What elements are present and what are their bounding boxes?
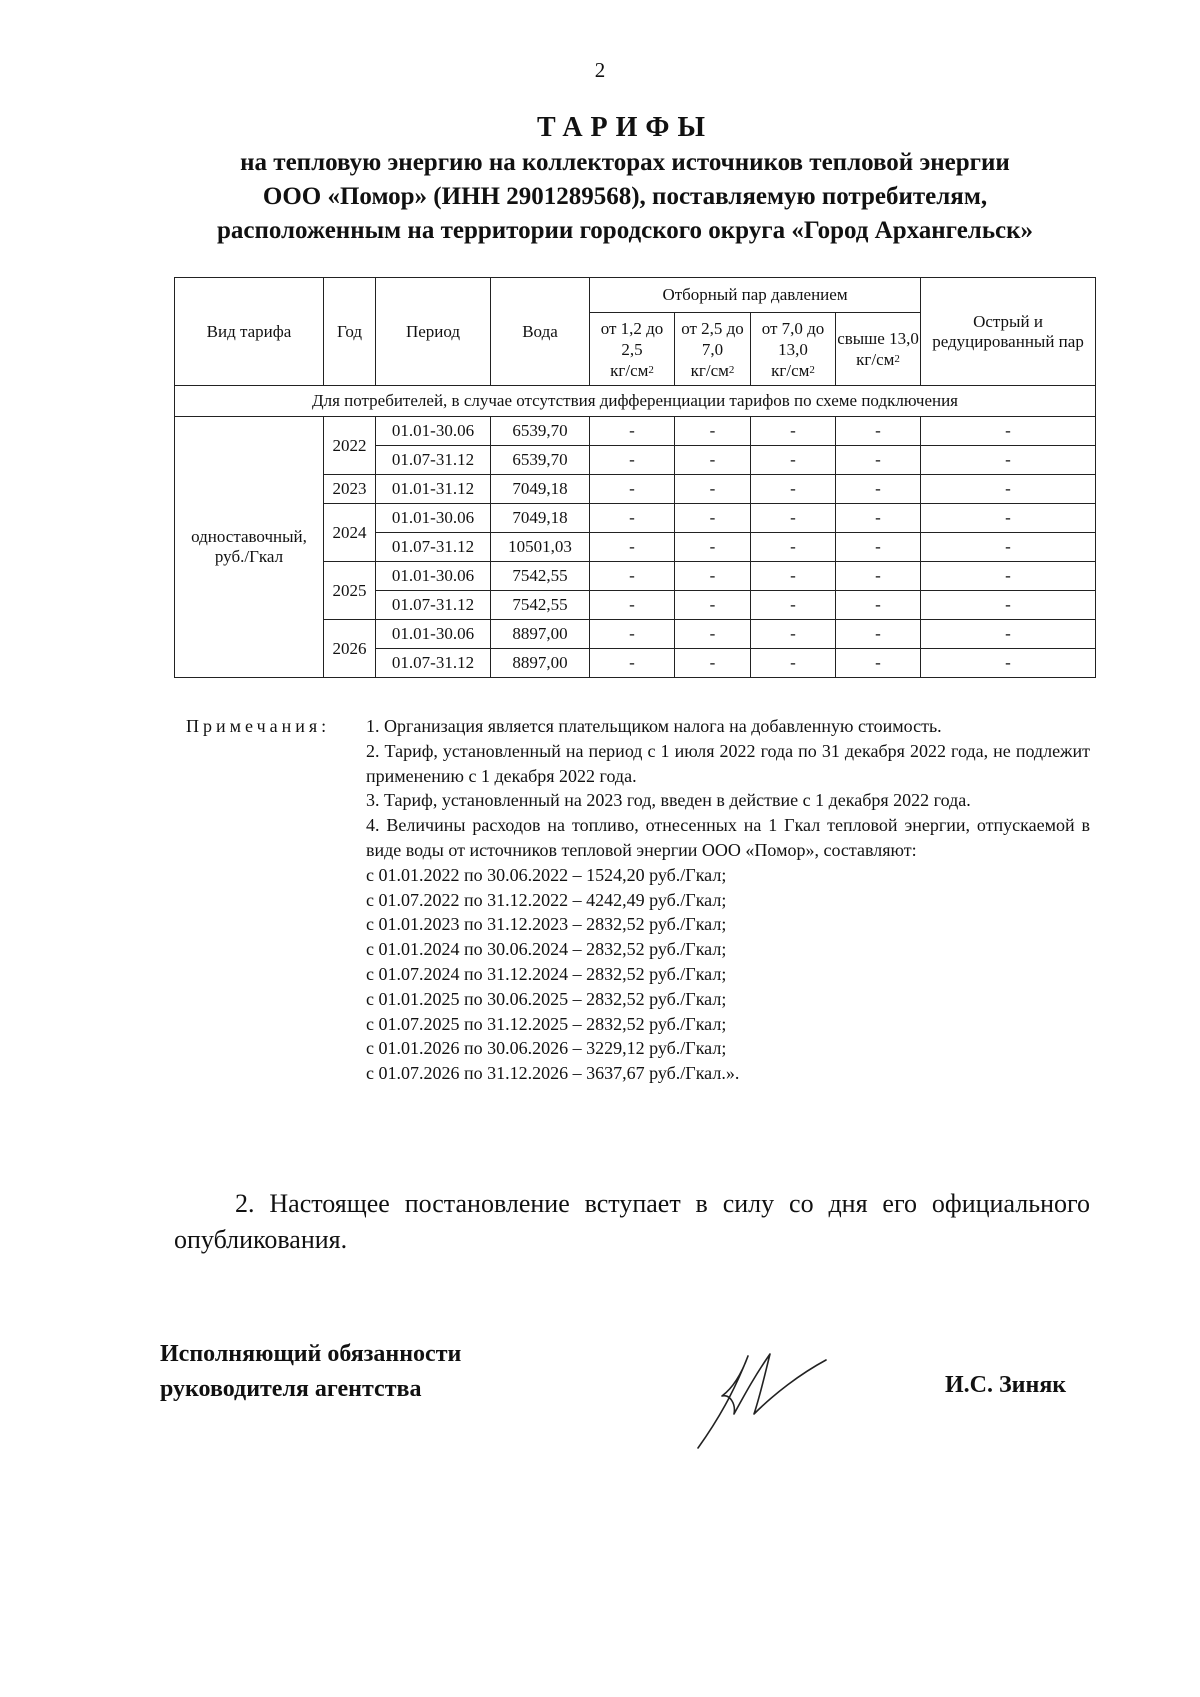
header-steam-1-unit-power: 2 — [648, 363, 654, 376]
header-tariff-type: Вид тарифа — [175, 278, 324, 386]
steam-cell: - — [836, 591, 921, 620]
fuel-cost-line: с 01.07.2022 по 31.12.2022 – 4242,49 руб./Гкал; — [366, 889, 727, 910]
steam-cell: - — [590, 591, 675, 620]
steam-cell: - — [675, 649, 751, 678]
sharp-steam-cell: - — [921, 562, 1096, 591]
steam-cell: - — [590, 475, 675, 504]
fuel-cost-line: с 01.07.2024 по 31.12.2024 – 2832,52 руб./Гкал; — [366, 963, 727, 984]
header-steam-2 — [675, 313, 751, 386]
steam-cell: - — [836, 620, 921, 649]
steam-cell: - — [751, 620, 836, 649]
sharp-steam-cell: - — [921, 417, 1096, 446]
header-steam-4-unit: кг/см — [856, 350, 895, 369]
title-block — [150, 112, 1100, 248]
header-sharp-steam: Острый и редуцированный пар — [921, 278, 1096, 386]
steam-cell: - — [590, 533, 675, 562]
year-cell: 2025 — [324, 562, 376, 620]
header-period: Период — [376, 278, 491, 386]
period-cell: 01.01-31.12 — [376, 475, 491, 504]
year-cell: 2024 — [324, 504, 376, 562]
steam-cell: - — [751, 649, 836, 678]
period-cell: 01.07-31.12 — [376, 533, 491, 562]
water-cell: 10501,03 — [491, 533, 590, 562]
steam-cell: - — [751, 533, 836, 562]
document-title: ТАРИФЫ — [537, 112, 713, 143]
fuel-cost-line: с 01.01.2026 по 30.06.2026 – 3229,12 руб./Гкал; — [366, 1038, 727, 1059]
header-steam-2-unit-power: 2 — [728, 363, 735, 376]
steam-cell: - — [751, 562, 836, 591]
water-cell: 7049,18 — [491, 504, 590, 533]
period-cell: 01.07-31.12 — [376, 446, 491, 475]
period-cell: 01.01-30.06 — [376, 417, 491, 446]
steam-cell: - — [751, 504, 836, 533]
title-line-1: на тепловую энергию на коллекторах источников тепловой энергии — [240, 149, 1010, 176]
steam-cell: - — [590, 417, 675, 446]
fuel-cost-line: с 01.01.2023 по 31.12.2023 – 2832,52 руб./Гкал; — [366, 914, 727, 935]
water-cell: 8897,00 — [491, 620, 590, 649]
title-line-2: ООО «Помор» (ИНН 2901289568), поставляемую потребителям, — [262, 183, 988, 210]
header-steam-2-range: от 2,5 до 7,0 — [681, 318, 744, 359]
fuel-cost-line: с 01.07.2025 по 31.12.2025 – 2832,52 руб./Гкал; — [366, 1013, 727, 1034]
steam-cell: - — [836, 649, 921, 678]
steam-cell: - — [590, 446, 675, 475]
steam-cell: - — [675, 446, 751, 475]
header-water: Вода — [491, 278, 590, 386]
steam-cell: - — [751, 475, 836, 504]
title-line-3: расположенным на территории городского округа «Город Архангельск» — [216, 217, 1034, 244]
steam-cell: - — [751, 446, 836, 475]
year-cell: 2023 — [324, 475, 376, 504]
steam-cell: - — [836, 417, 921, 446]
tariff-table — [174, 277, 1096, 678]
decree-paragraph: 2. Настоящее постановление вступает в силу со дня его официального опубликования. — [174, 1189, 1090, 1254]
sharp-steam-cell: - — [921, 591, 1096, 620]
steam-cell: - — [590, 504, 675, 533]
header-steam-1-range: от 1,2 до 2,5 — [600, 318, 664, 359]
section-row: Для потребителей, в случае отсутствия дифференциации тарифов по схеме подключения — [175, 386, 1096, 417]
steam-cell: - — [836, 446, 921, 475]
year-cell: 2026 — [324, 620, 376, 678]
header-steam-4 — [836, 313, 921, 386]
header-steam-1 — [590, 313, 675, 386]
steam-cell: - — [675, 562, 751, 591]
steam-cell: - — [675, 417, 751, 446]
steam-cell: - — [675, 591, 751, 620]
sharp-steam-cell: - — [921, 533, 1096, 562]
header-steam-4-unit-power: 2 — [894, 353, 900, 365]
steam-cell: - — [751, 591, 836, 620]
steam-cell: - — [836, 504, 921, 533]
notes-label: Примечания: — [186, 716, 331, 736]
steam-cell: - — [836, 475, 921, 504]
water-cell: 7542,55 — [491, 591, 590, 620]
period-cell: 01.01-30.06 — [376, 504, 491, 533]
water-cell: 7049,18 — [491, 475, 590, 504]
notes-section — [186, 714, 1090, 1086]
water-cell: 7542,55 — [491, 562, 590, 591]
signatory-position-line-1: Исполняющий обязанности — [160, 1341, 462, 1367]
header-year: Год — [324, 278, 376, 386]
water-cell: 6539,70 — [491, 417, 590, 446]
steam-cell: - — [675, 620, 751, 649]
sharp-steam-cell: - — [921, 504, 1096, 533]
header-steam-3-unit: кг/см — [771, 360, 810, 380]
sharp-steam-cell: - — [921, 475, 1096, 504]
steam-cell: - — [836, 562, 921, 591]
fuel-cost-line: с 01.07.2026 по 31.12.2026 – 3637,67 руб./Гкал.». — [366, 1063, 740, 1084]
handwritten-signature — [690, 1348, 830, 1458]
notes-body — [366, 714, 1090, 1086]
sharp-steam-cell: - — [921, 620, 1096, 649]
signatory-position-line-2: руководителя агентства — [160, 1376, 422, 1402]
header-steam-1-unit: кг/см — [610, 360, 649, 380]
note-4: 4. Величины расходов на топливо, отнесенных на 1 Гкал тепловой энергии, отпускаемой в виде воды от источников тепловой энергии ООО «Помор», составляют: — [366, 815, 1090, 860]
period-cell: 01.07-31.12 — [376, 591, 491, 620]
header-steam-group: Отборный пар давлением — [590, 278, 921, 313]
note-3: 3. Тариф, установленный на 2023 год, введен в действие с 1 декабря 2022 года. — [366, 790, 971, 811]
sharp-steam-cell: - — [921, 446, 1096, 475]
signatory-position — [160, 1337, 461, 1407]
period-cell: 01.01-30.06 — [376, 562, 491, 591]
note-1: 1. Организация является плательщиком налога на добавленную стоимость. — [366, 716, 942, 736]
header-steam-4-range: свыше 13,0 — [837, 329, 919, 348]
table-row — [175, 417, 1096, 446]
sharp-steam-cell: - — [921, 649, 1096, 678]
header-steam-3-range: от 7,0 до 13,0 — [761, 318, 825, 359]
note-2: 2. Тариф, установленный на период с 1 июля 2022 года по 31 декабря 2022 года, не подлежит применению с 1 декабря 2022 года. — [366, 740, 1090, 786]
steam-cell: - — [675, 533, 751, 562]
fuel-cost-line: с 01.01.2024 по 30.06.2024 – 2832,52 руб./Гкал; — [366, 939, 727, 960]
page-number: 2 — [594, 58, 606, 82]
steam-cell: - — [590, 649, 675, 678]
header-steam-3-unit-power: 2 — [809, 363, 815, 376]
water-cell: 8897,00 — [491, 649, 590, 678]
steam-cell: - — [751, 417, 836, 446]
tariff-type-cell: одноставочный, руб./Гкал — [175, 417, 324, 678]
steam-cell: - — [836, 533, 921, 562]
fuel-cost-line: с 01.01.2025 по 30.06.2025 – 2832,52 руб./Гкал; — [366, 988, 727, 1009]
signatory-name: И.С. Зиняк — [945, 1372, 1067, 1398]
period-cell: 01.07-31.12 — [376, 649, 491, 678]
fuel-cost-line: с 01.01.2022 по 30.06.2022 – 1524,20 руб./Гкал; — [366, 864, 727, 885]
year-cell: 2022 — [324, 417, 376, 475]
steam-cell: - — [675, 504, 751, 533]
steam-cell: - — [590, 620, 675, 649]
header-steam-3 — [751, 313, 836, 386]
header-steam-2-unit: кг/см — [690, 360, 729, 380]
steam-cell: - — [590, 562, 675, 591]
steam-cell: - — [675, 475, 751, 504]
water-cell: 6539,70 — [491, 446, 590, 475]
period-cell: 01.01-30.06 — [376, 620, 491, 649]
